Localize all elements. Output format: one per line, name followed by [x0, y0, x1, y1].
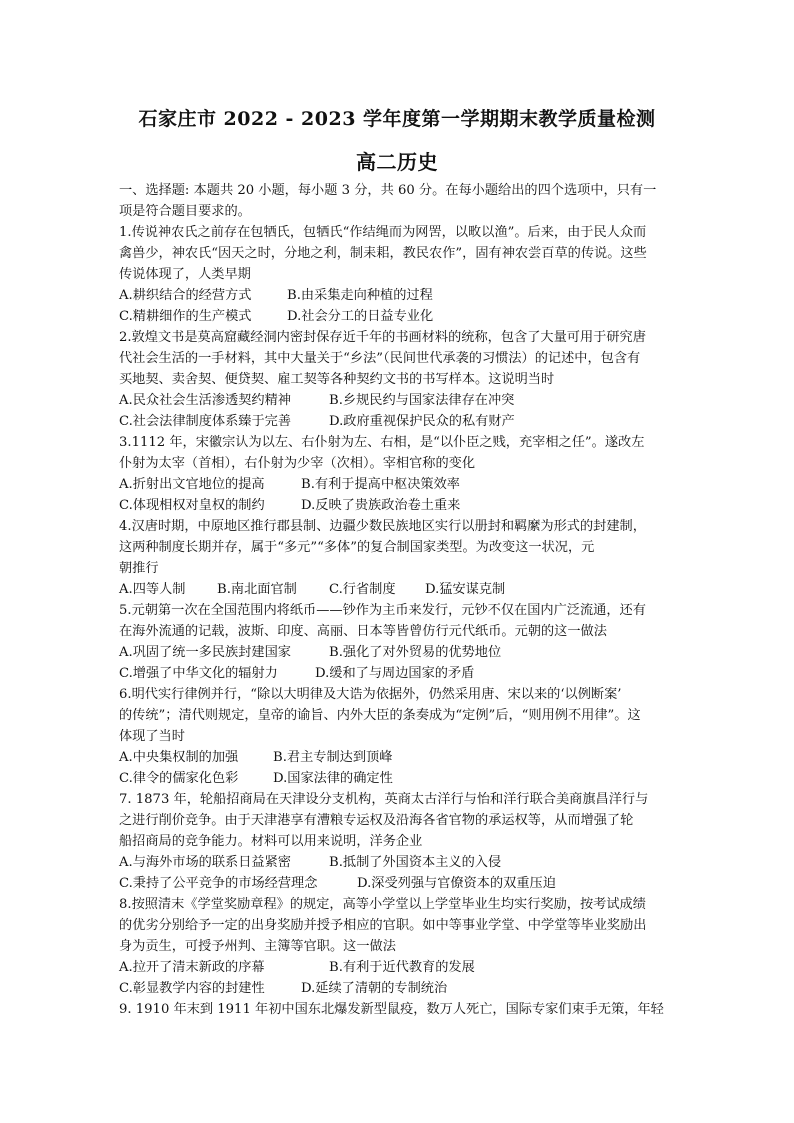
option-b: B.由采集走向种植的过程	[287, 288, 433, 303]
option-d: D.反映了贵族政治卷土重来	[301, 498, 461, 513]
question-text-line: 代社会生活的一手材料，其中大量关于“乡法”（民间世代承袭的习惯法）的记述中，包含有	[119, 351, 641, 366]
question-text-line: 7. 1873 年，轮船招商局在天津设分支机构，英商太古洋行与怡和洋行联合美商旗昌洋行与	[119, 792, 649, 807]
option-c: C.体现相权对皇权的制约	[119, 498, 265, 513]
option-c: C.秉持了公平竞争的市场经营理念	[119, 876, 318, 891]
option-d: D.延续了清朝的专制统治	[301, 981, 448, 996]
option-a: A.折射出文官地位的提高	[119, 477, 265, 492]
option-b: B.有利于近代教育的发展	[329, 960, 475, 975]
option-a: A.四等人制	[119, 582, 186, 597]
option-a: A.巩固了统一多民族封建国家	[119, 645, 291, 660]
question-text-line: 体现了当时	[119, 729, 185, 744]
question-text-line: 6.明代实行律例并行，“除以大明律及大诰为依据外，仍然采用唐、宋以来的‘以例断案’	[119, 687, 622, 702]
option-b: B.君主专制达到顶峰	[273, 750, 393, 765]
option-b: B.南北面官制	[217, 582, 297, 597]
question-text-line: 身为贡生，可授予州判、主簿等官职。这一做法	[119, 939, 396, 954]
question-text-line: 禽兽少，神农氏“因天之时，分地之利，制耒耜，教民农作”，固有神农尝百草的传说。这些	[119, 246, 647, 261]
option-b: B.强化了对外贸易的优势地位	[329, 645, 502, 660]
option-a: A.中央集权制的加强	[119, 750, 239, 765]
option-d: D.政府重视保护民众的私有财产	[329, 414, 515, 429]
question-text-line: 4.汉唐时期，中原地区推行郡县制、边疆少数民族地区实行以册封和羁縻为形式的封建制，	[119, 519, 646, 534]
question-text-line: 船招商局的竞争能力。材料可以用来说明，洋务企业	[119, 834, 423, 849]
question-text-line: 9. 1910 年末到 1911 年初中国东北爆发新型鼠疫，数万人死亡，国际专家们束手无策，年轻	[119, 1002, 664, 1017]
option-b: B.有利于提高中枢决策效率	[301, 477, 460, 492]
question-text-line: 3.1112 年，宋徽宗认为以左、右仆射为左、右相，是“以仆臣之贱，充宰相之任”。遂改左	[119, 435, 645, 450]
question-text-line: 1.传说神农氏之前存在包牺氏，包牺氏“作结绳而为网罟，以畋以渔”。后来，由于民人众而	[119, 225, 647, 240]
option-c: C.增强了中华文化的辐射力	[119, 666, 278, 681]
option-b: B.抵制了外国资本主义的入侵	[329, 855, 502, 870]
option-a: A.民众社会生活渗透契约精神	[119, 393, 291, 408]
option-d: D.深受列强与官僚资本的双重压迫	[357, 876, 556, 891]
option-d: D.国家法律的确定性	[273, 771, 393, 786]
question-text-line: 传说体现了，人类早期	[119, 267, 251, 282]
question-text-line: 买地契、卖舍契、便贷契、雇工契等各种契约文书的书写样本。这说明当时	[119, 372, 555, 387]
section-instruction-line: 项是符合题目要求的。	[119, 204, 251, 219]
question-text-line: 5.元朝第一次在全国范围内将纸币——钞作为主币来发行，元钞不仅在国内广泛流通，还有	[119, 603, 646, 618]
question-text-line: 仆射为太宰（首相），右仆射为少宰（次相）。宰相官称的变化	[119, 456, 476, 471]
option-b: B.乡规民约与国家法律存在冲突	[329, 393, 515, 408]
option-d: D.缓和了与周边国家的矛盾	[315, 666, 475, 681]
question-text-line: 这两种制度长期并存，属于“多元”“多体”的复合制国家类型。为改变这一状况，元	[119, 540, 595, 555]
question-text-line: 在海外流通的记载，波斯、印度、高丽、日本等皆曾仿行元代纸币。元朝的这一做法	[119, 624, 607, 639]
option-c: C.社会法律制度体系臻于完善	[119, 414, 292, 429]
option-c: C.行省制度	[329, 582, 396, 597]
option-c: C.精耕细作的生产模式	[119, 309, 252, 324]
option-c: C.律令的儒家化色彩	[119, 771, 239, 786]
question-text-line: 的传统”；清代则规定，皇帝的谕旨、内外大臣的条奏成为“定例”后，“则用例不用律”。这	[119, 708, 641, 723]
option-d: D.社会分工的日益专业化	[287, 309, 434, 324]
option-a: A.与海外市场的联系日益紧密	[119, 855, 291, 870]
question-text-line: 8.按照清末《学堂奖励章程》的规定，高等小学堂以上学堂毕业生均实行奖励，按考试成绩	[119, 897, 646, 912]
option-c: C.彰显教学内容的封建性	[119, 981, 265, 996]
section-instruction-line: 一、选择题: 本题共 20 小题，每小题 3 分，共 60 分。在每小题给出的四个选项中，只有一	[119, 183, 657, 198]
exam-title: 石家庄市 2022 - 2023 学年度第一学期期末教学质量检测	[138, 108, 656, 130]
question-text-line: 的优劣分别给予一定的出身奖励并授予相应的官职。如中等事业学堂、中学堂等毕业奖励出	[119, 918, 647, 933]
option-d: D.猛安谋克制	[425, 582, 506, 597]
option-a: A.耕织结合的经营方式	[119, 288, 252, 303]
question-text-line: 2.敦煌文书是莫高窟藏经洞内密封保存近千年的书画材料的统称，包含了大量可用于研究唐	[119, 330, 646, 345]
exam-subtitle: 高二历史	[356, 150, 438, 174]
option-a: A.拉开了清末新政的序幕	[119, 960, 265, 975]
question-text-line: 朝推行	[119, 561, 159, 576]
question-text-line: 之进行削价竞争。由于天津港享有漕粮专运权及沿海各省官物的承运权等，从而增强了轮	[119, 813, 634, 828]
